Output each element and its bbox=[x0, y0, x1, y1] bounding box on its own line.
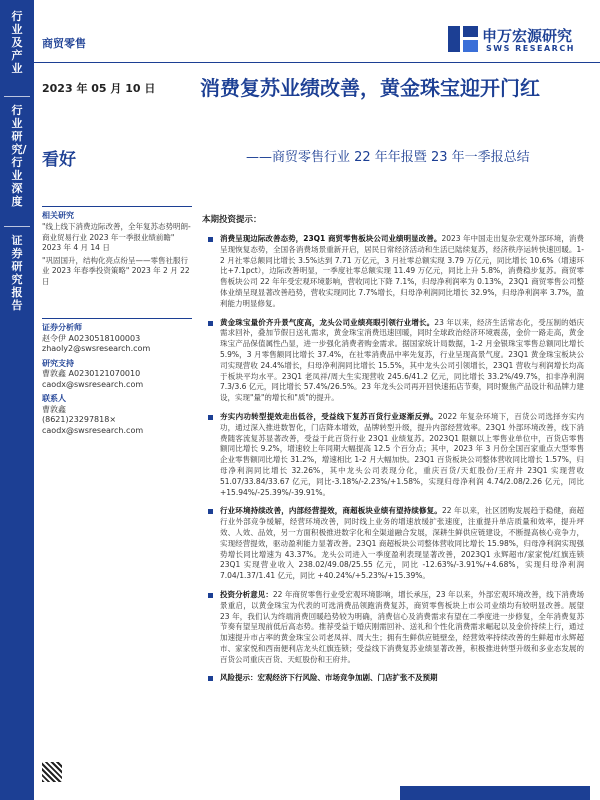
highlight-text: 2023 年中国走出复杂宏观外部环境，消费呈现恢复态势，全国各消费场景重新开启，居民日常经济活动和生活已陆续复苏，经济秩序运转快速回暖。1-2 月社零总额同比增长 3.5%达到 7.71 万亿元，3 月社零总额实现 3.79 万亿元，同比增长 10.6%（增速环比+7.1pct），边际改善明显，一季度社零总额实现 11.49 万亿元，同比上升 5.8%，消费稳步复苏。商贸零售板块公司 22 年年受宏观环境影响，营收同比下降 7.1%，归母净利润率为 0.13%，23Q1 商贸零售公司整体业绩呈现显著改善趋势，营收实现同比 7.7%增长，归母净利润同比增长 32.9%，归母净利润率 3.7%，盈利能力明显修复。 bbox=[220, 234, 584, 308]
highlight-item bbox=[208, 673, 584, 684]
analyst-block bbox=[42, 323, 192, 436]
report-subtitle: ——商贸零售行业 22 年年报暨 23 年一季报总结 bbox=[246, 150, 530, 165]
sidebar-label-research bbox=[0, 104, 34, 208]
sidebar-divider bbox=[4, 96, 30, 97]
qr-code-icon bbox=[42, 762, 62, 782]
sidebar-label-industry-text: 行业及产业 bbox=[11, 10, 23, 75]
related-research-list bbox=[42, 222, 192, 289]
research-support-heading: 研究支持 bbox=[42, 358, 74, 368]
report-category: 商贸零售 bbox=[42, 37, 86, 50]
sidebar-label-research-text: 行业研究/行业深度 bbox=[11, 104, 27, 208]
sidebar-label-securities-text: 证券研究报告 bbox=[11, 234, 23, 312]
sws-logo bbox=[448, 22, 594, 62]
highlight-text: 22 年商贸零售行业受宏观环境影响，增长承压，23 年以来，外部宏观环境改善，线下消费场景重启，以黄金珠宝为代表的可选消费品领跑消费复苏，商贸零售板块上市公司业绩均有较明显改善。展望 23 年，我们认为终端消费回暖趋势较为明确，消费信心及消费需求有望在二季度进一步修复，全年消费复苏节奏有望呈现前低后高态势。推荐受益于婚庆刚需回补、送礼和个性化消费需求崛起以及金价持续上行，通过加速提升市占率的黄金珠宝公司老凤祥、周大生；拥有生鲜供应链壁垒，经营效率持续改善的生鲜超市永辉超市、家家悦和西南便利店龙头红旗连锁；受益线下消费复苏业绩显著改善，积极推进转型升级和多业态发展的百货公司重庆百货、天虹股份和王府井。 bbox=[220, 589, 584, 664]
logo-english-name: SWS RESEARCH bbox=[486, 44, 575, 53]
highlight-bold: 风险提示：宏观经济下行风险、市场竞争加剧、门店扩张不及预期 bbox=[220, 673, 438, 683]
left-rule bbox=[42, 318, 192, 319]
analyst-email[interactable]: zhaoly2@swsresearch.com bbox=[42, 344, 151, 353]
header-rule bbox=[34, 62, 600, 63]
highlight-bold: 黄金珠宝量价齐升景气度高，龙头公司业绩亮眼引领行业增长。 bbox=[220, 317, 435, 327]
contact-email[interactable]: caodx@swsresearch.com bbox=[42, 425, 144, 435]
analyst-heading: 证券分析师 bbox=[42, 323, 82, 332]
footer-bar bbox=[400, 786, 590, 800]
highlight-text: 2022 年复杂环境下，百货公司选择夯实内功，通过深入推进数智化，门店降本增效，品牌转型升级，提升内部经营效率。23Q1 外部环境改善，线下消费随客流复苏显著改善，受益于此百货行业 23Q1 业绩复苏。2023Q1 限额以上零售业单位中，百货店零售额同比增长 9.2%，增速较上年同期大幅提高 12.5 个百分点；其中，2023 年 3 月份全国百家重点大型零售企业零售额同比增长 31.2%，增速相比 1-2 月大幅加快。23Q1 百货板块公司整体营收同比增长 1.57%，归母净利润同比增长 32.26%，其中龙头公司表现分化，重庆百货/天虹股份/王府井 23Q1 实现营收 51.07/33.84/33.67 亿元，同比-3.18%/-2.23%/+1.58%，实现归母净利润 4.74/2.08/2.26 亿元，同比+15.94%/-25.39%/-39.91%。 bbox=[220, 411, 584, 497]
report-title: 消费复苏业绩改善，黄金珠宝迎开门红 bbox=[200, 76, 540, 100]
related-heading: 相关研究 bbox=[42, 211, 74, 220]
highlight-text: 23 年以来，经济生活常态化，受压制的婚庆需求回补，叠加节假日送礼需求，黄金珠宝消费迅速回暖，同时全球政治经济环境震荡，金价一路走高，黄金珠宝产品保值属性凸显，进一步强化消费者购金需求。据国家统计局数据，1-2 月金银珠宝零售总额同比增长 5.9%，3 月零售额同比增长 37.4%，在社零消费品中率先复苏，行业呈现高景气度。23Q1 黄金珠宝板块公司实现营收 24.4%增长，归母净利润同比增长 15.5%，其中龙头公司引领增长，23Q1 营收与利润增长均高于板块平均水平。23Q1 老凤祥/周大生实现营收 245.6/41.2 亿元，同比增长 33.2%/49.7%，扣非净利润 7.3/3.6 亿元，同比增长 57.4%/26.5%。23 年龙头公司再开回快速拓店节奏，同时聚焦产品设计和品牌力建设，实现"量"的增长和"质"的提升。 bbox=[220, 317, 584, 403]
sidebar bbox=[0, 0, 34, 800]
sidebar-label-securities bbox=[0, 234, 34, 312]
highlight-item bbox=[208, 590, 584, 666]
highlight-item bbox=[208, 412, 584, 498]
highlight-item bbox=[208, 318, 584, 404]
contact-name: 曹敦鑫 bbox=[42, 404, 66, 414]
left-rule bbox=[42, 206, 192, 207]
contact-phone: (8621)23297818× bbox=[42, 415, 117, 424]
sidebar-divider bbox=[4, 226, 30, 227]
research-support-email[interactable]: caodx@swsresearch.com bbox=[42, 379, 144, 389]
related-item[interactable]: "巩固国升，结构化亮点纷呈——零售社服行业 2023 年春季投资策略" 2023 年 2 月 22 日 bbox=[42, 255, 190, 286]
highlights-heading: 本期投资提示： bbox=[202, 215, 262, 225]
highlight-bold: 消费呈现边际改善态势，23Q1 商贸零售板块公司业绩明显改善。 bbox=[220, 234, 442, 243]
rating-label: 看好 bbox=[42, 150, 76, 170]
analyst-line: 赵令伊 A0230518100003 bbox=[42, 333, 141, 343]
highlight-item bbox=[208, 234, 584, 310]
highlight-bold: 夯实内功转型提效走出低谷，受益线下复苏百货行业逐渐反弹。 bbox=[220, 411, 438, 421]
highlight-text: 22 年以来，社区团购发展趋于稳健，商超行业外部竞争缓解，经营环境改善，同时线上业务的增速放缓扩张速度，注重提升单店质量和效率，提升坪效、人效、品效，另一方面积极推进数字化和全渠道融合发展，深耕生鲜供应链建设，不断提高核心竞争力，实现经营提效，驱动盈利能力显著改善。23Q1 商超板块公司整体营收同比增长 15.98%，归母净利润实现强势增长同比增速为 43.37%。龙头公司进入一季度盈利表现显著改善，2023Q1 永辉超市/家家悦/红旗连锁 23Q1 实现营业收入 238.02/49.08/25.55 亿元，同比 -12.63%/-3.91%/+4.68%，实现归母净利润 7.04/1.37/1.41 亿元，同比 +40.24%/+5.23%/+15.39%。 bbox=[220, 506, 584, 581]
related-item[interactable]: "线上线下消费边际改善，全年复苏态势明朗- 商业贸易行业 2023 年一季报业绩前瞻" 2023 年 4 月 14 日 bbox=[42, 222, 191, 252]
report-date: 2023 年 05 月 10 日 bbox=[42, 82, 156, 95]
highlights-list bbox=[208, 234, 584, 692]
highlight-bold: 投资分析意见： bbox=[220, 589, 273, 599]
logo-chinese-name: 申万宏源研究 bbox=[482, 27, 573, 45]
research-support-line: 曹敦鑫 A0230121070010 bbox=[42, 369, 141, 378]
contact-heading: 联系人 bbox=[42, 394, 66, 403]
sidebar-label-industry bbox=[0, 10, 34, 75]
highlight-item bbox=[208, 506, 584, 582]
qr-code bbox=[42, 762, 192, 784]
sws-logo-icon bbox=[448, 26, 478, 52]
highlight-bold: 行业环境持续改善，内部经营提效，商超板块业绩有望持续修复。 bbox=[220, 506, 442, 516]
